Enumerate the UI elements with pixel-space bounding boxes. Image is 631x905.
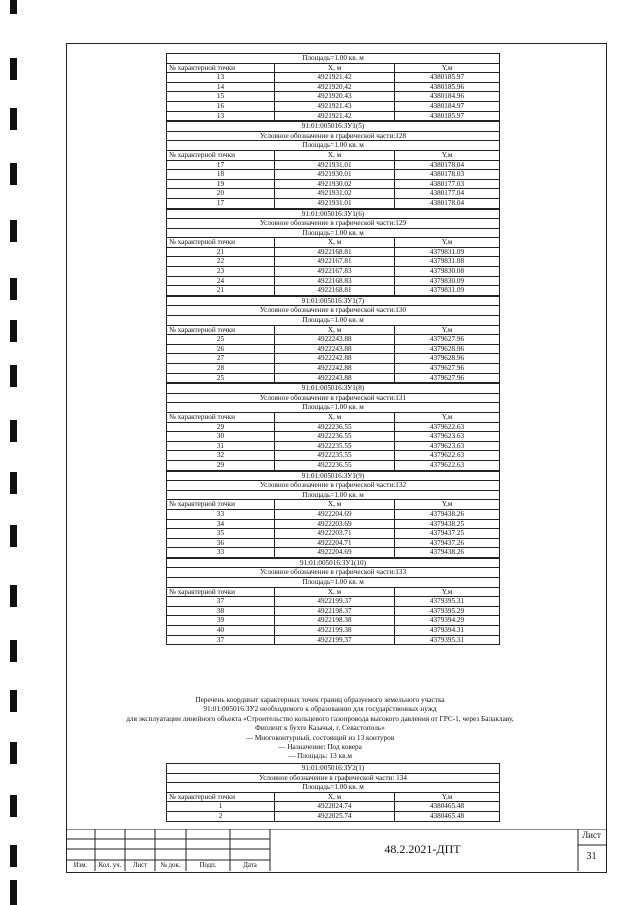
coords-table-section [166,296,500,383]
description-line: — Многоконтурный, состоящий из 13 контуров [245,732,395,742]
section-area: Площадь=1.00 кв. м [167,403,500,413]
y-coordinate-cell: 4379622.63 [395,451,500,461]
table-row [167,616,500,626]
x-coordinate-cell: 4922199.38 [275,626,395,636]
table-row [167,335,500,345]
x-coordinate-cell: 4922236.55 [275,460,395,470]
y-coordinate-cell: 4379831.09 [395,247,500,257]
coords-table-zu1-4 [166,53,500,121]
header-point: № характерной точки [167,150,275,160]
table-row [167,529,500,539]
x-coordinate-cell: 4922236.55 [275,422,395,432]
table-row [167,257,500,267]
point-number-cell: 34 [167,519,275,529]
y-coordinate-cell: 4379394.31 [395,626,500,636]
description-block [110,695,530,761]
section-area: Площадь=1.00 кв. м [167,783,500,793]
x-coordinate-cell: 4922199.37 [275,635,395,645]
y-coordinate-cell: 4380185.97 [395,73,500,83]
table-row [167,635,500,645]
section-designation: Условное обозначение в графической части: 134 [167,773,500,783]
table-row [167,802,500,812]
stamp-label-podp: Подп. [199,862,217,869]
point-number-cell: 18 [167,170,275,180]
section-designation: Условное обозначение в графической части:133 [167,568,500,578]
section-area: Площадь=1.00 кв. м [167,141,500,151]
y-coordinate-cell: 4380465.48 [395,811,500,821]
section-code: 91:01:005016:ЗУ1(8) [167,384,500,394]
x-coordinate-cell: 4921930.01 [275,170,395,180]
point-number-cell: 14 [167,82,275,92]
x-coordinate-cell: 4922168.83 [275,276,395,286]
description-line: Фиолент к бухте Казачья, г. Севастополь» [255,723,385,733]
x-coordinate-cell: 4922204.69 [275,509,395,519]
section-designation: Условное обозначение в графической части:129 [167,219,500,229]
section-code: 91:01:005016:ЗУ2(1) [167,764,500,774]
header-x: X, м [275,63,395,73]
section-code: 91:01:005016:ЗУ1(5) [167,122,500,132]
coords-table-section [166,121,500,208]
x-coordinate-cell: 4922235.55 [275,441,395,451]
table-row [167,432,500,442]
stamp-label-izm: Изм. [73,862,88,869]
section-area: Площадь=1.00 кв. м [167,490,500,500]
table-row [167,82,500,92]
description-line: для эксплуатации линейного объекта «Строительство кольцевого газопровода высокого давления от ГРС-1, через Балаклаву, [126,713,514,723]
description-line: 91:01:005016:ЗУ2 необходимого к образованию для государственных нужд [203,704,437,714]
x-coordinate-cell: 4922243.88 [275,335,395,345]
y-coordinate-cell: 4380177.03 [395,179,500,189]
point-number-cell: 35 [167,529,275,539]
y-coordinate-cell: 4379628.96 [395,344,500,354]
x-coordinate-cell: 4921931.02 [275,189,395,199]
x-coordinate-cell: 4922204.71 [275,538,395,548]
header-x: X, м [275,587,395,597]
y-coordinate-cell: 4379437.26 [395,538,500,548]
y-coordinate-cell: 4379830.08 [395,267,500,277]
point-number-cell: 37 [167,635,275,645]
header-y: Y,м [395,63,500,73]
point-number-cell: 26 [167,344,275,354]
section-designation: Условное обозначение в графической части:132 [167,481,500,491]
table-row [167,354,500,364]
point-number-cell: 39 [167,616,275,626]
table-body [167,802,500,821]
point-number-cell: 37 [167,597,275,607]
header-point: № характерной точки [167,325,275,335]
table-row [167,548,500,558]
x-coordinate-cell: 4922167.83 [275,267,395,277]
point-number-cell: 29 [167,460,275,470]
section-designation: Условное обозначение в графической части:128 [167,131,500,141]
table-row [167,111,500,121]
x-coordinate-cell: 4922243.88 [275,344,395,354]
x-coordinate-cell: 4922242.88 [275,364,395,374]
point-number-cell: 30 [167,432,275,442]
header-point: № характерной точки [167,63,275,73]
section-code: 91:01:005016:ЗУ1(9) [167,471,500,481]
point-number-cell: 20 [167,189,275,199]
y-coordinate-cell: 4380178.03 [395,170,500,180]
x-coordinate-cell: 4922243.88 [275,373,395,383]
y-coordinate-cell: 4379395.31 [395,635,500,645]
area-label: Площадь=1.00 кв. м [167,54,500,64]
x-coordinate-cell: 4921920.42 [275,82,395,92]
table-row [167,373,500,383]
stamp-label-list: Лист [132,862,148,869]
table-row [167,267,500,277]
header-y: Y,м [395,238,500,248]
header-y: Y,м [395,150,500,160]
y-coordinate-cell: 4379627.96 [395,373,500,383]
header-y: Y,м [395,412,500,422]
table-row [167,101,500,111]
table-row [167,198,500,208]
y-coordinate-cell: 4379395.31 [395,597,500,607]
header-y: Y,м [395,500,500,510]
x-coordinate-cell: 4922203.69 [275,519,395,529]
point-number-cell: 17 [167,198,275,208]
description-line: — Площадь: 13 кв.м [288,751,352,761]
point-number-cell: 13 [167,73,275,83]
point-number-cell: 29 [167,422,275,432]
x-coordinate-cell: 4922242.88 [275,354,395,364]
table-row [167,170,500,180]
y-coordinate-cell: 4379394.29 [395,616,500,626]
section-designation: Условное обозначение в графической части:131 [167,393,500,403]
header-x: X, м [275,412,395,422]
header-x: X, м [275,150,395,160]
table-body [167,73,500,121]
y-coordinate-cell: 4379438.26 [395,548,500,558]
table-row [167,189,500,199]
y-coordinate-cell: 4379438.25 [395,519,500,529]
table-row [167,538,500,548]
x-coordinate-cell: 4922168.81 [275,247,395,257]
x-coordinate-cell: 4922198.37 [275,606,395,616]
y-coordinate-cell: 4379623.63 [395,432,500,442]
point-number-cell: 15 [167,92,275,102]
point-number-cell: 33 [167,548,275,558]
y-coordinate-cell: 4379622.63 [395,422,500,432]
header-point: № характерной точки [167,587,275,597]
y-coordinate-cell: 4379622.63 [395,460,500,470]
y-coordinate-cell: 4379627.96 [395,335,500,345]
point-number-cell: 23 [167,267,275,277]
table-row [167,92,500,102]
point-number-cell: 1 [167,802,275,812]
point-number-cell: 2 [167,811,275,821]
table-row [167,364,500,374]
stamp-label-data: Дата [243,862,257,869]
table-row [167,73,500,83]
x-coordinate-cell: 4922024.74 [275,802,395,812]
point-number-cell: 19 [167,179,275,189]
description-line: — Назначение: Под ковера [278,742,362,752]
y-coordinate-cell: 4379831.08 [395,257,500,267]
stamp-label-doc: № док. [160,862,181,869]
point-number-cell: 28 [167,364,275,374]
x-coordinate-cell: 4921920.43 [275,92,395,102]
x-coordinate-cell: 4922199.37 [275,597,395,607]
x-coordinate-cell: 4922236.55 [275,432,395,442]
y-coordinate-cell: 4379830.09 [395,276,500,286]
header-point: № характерной точки [167,792,275,802]
sheet-label: Лист [582,830,601,840]
x-coordinate-cell: 4921931.01 [275,198,395,208]
section-area: Площадь=1.00 кв. м [167,316,500,326]
coordinates-content [166,53,500,645]
x-coordinate-cell: 4922168.81 [275,286,395,296]
table-row [167,460,500,470]
header-y: Y,м [395,587,500,597]
point-number-cell: 40 [167,626,275,636]
point-number-cell: 21 [167,247,275,257]
table-row [167,811,500,821]
y-coordinate-cell: 4379628.96 [395,354,500,364]
x-coordinate-cell: 4921931.01 [275,160,395,170]
x-coordinate-cell: 4921930.02 [275,179,395,189]
section-code: 91:01:005016:ЗУ1(6) [167,209,500,219]
y-coordinate-cell: 4379627.96 [395,364,500,374]
table-row [167,276,500,286]
section-code: 91:01:005016:ЗУ1(7) [167,296,500,306]
stamp-label-kol: Кол. уч. [98,862,122,869]
point-number-cell: 25 [167,373,275,383]
y-coordinate-cell: 4379831.09 [395,286,500,296]
table-row [167,441,500,451]
table-row [167,606,500,616]
point-number-cell: 25 [167,335,275,345]
point-number-cell: 21 [167,286,275,296]
section-designation: Условное обозначение в графической части:130 [167,306,500,316]
y-coordinate-cell: 4380177.04 [395,189,500,199]
x-coordinate-cell: 4922204.69 [275,548,395,558]
table-row [167,451,500,461]
x-coordinate-cell: 4922203.71 [275,529,395,539]
header-x: X, м [275,238,395,248]
y-coordinate-cell: 4380184.97 [395,101,500,111]
y-coordinate-cell: 4380185.97 [395,111,500,121]
header-point: № характерной точки [167,238,275,248]
table-row [167,160,500,170]
table-row [167,422,500,432]
y-coordinate-cell: 4380178.04 [395,198,500,208]
y-coordinate-cell: 4380178.04 [395,160,500,170]
y-coordinate-cell: 4379438.26 [395,509,500,519]
section-area: Площадь=1.00 кв. м [167,578,500,588]
table-row [167,519,500,529]
header-point: № характерной точки [167,412,275,422]
point-number-cell: 16 [167,101,275,111]
y-coordinate-cell: 4380185.96 [395,82,500,92]
y-coordinate-cell: 4379395.29 [395,606,500,616]
point-number-cell: 13 [167,111,275,121]
zu2-table-wrap [166,763,500,822]
sheet-number: 31 [586,851,597,862]
point-number-cell: 31 [167,441,275,451]
section-area: Площадь=1.00 кв. м [167,228,500,238]
header-x: X, м [275,792,395,802]
header-x: X, м [275,325,395,335]
sections-list [166,121,500,645]
coords-table-zu2 [166,763,500,822]
table-row [167,247,500,257]
document-code: 48.2.2021-ДПТ [384,842,461,856]
y-coordinate-cell: 4380465.48 [395,802,500,812]
x-coordinate-cell: 4922198.38 [275,616,395,626]
point-number-cell: 36 [167,538,275,548]
table-row [167,626,500,636]
point-number-cell: 33 [167,509,275,519]
table-row [167,344,500,354]
description-line: Перечень координат характерных точек границ образуемого земельного участка [195,695,445,704]
coords-table-section [166,558,500,645]
point-number-cell: 27 [167,354,275,364]
x-coordinate-cell: 4921921.42 [275,111,395,121]
header-x: X, м [275,500,395,510]
point-number-cell: 17 [167,160,275,170]
x-coordinate-cell: 4921921.42 [275,73,395,83]
coords-table-section [166,209,500,296]
point-number-cell: 38 [167,606,275,616]
coords-table-section [166,471,500,558]
header-y: Y,м [395,792,500,802]
y-coordinate-cell: 4379623.63 [395,441,500,451]
x-coordinate-cell: 4922167.81 [275,257,395,267]
coords-table-section [166,383,500,470]
table-row [167,179,500,189]
x-coordinate-cell: 4922235.55 [275,451,395,461]
table-row [167,597,500,607]
y-coordinate-cell: 4380184.96 [395,92,500,102]
x-coordinate-cell: 4921921.43 [275,101,395,111]
x-coordinate-cell: 4922025.74 [275,811,395,821]
table-row [167,509,500,519]
table-row [167,286,500,296]
point-number-cell: 22 [167,257,275,267]
section-code: 91:01:005016:ЗУ1(10) [167,558,500,568]
y-coordinate-cell: 4379437.25 [395,529,500,539]
header-point: № характерной точки [167,500,275,510]
header-y: Y,м [395,325,500,335]
point-number-cell: 32 [167,451,275,461]
point-number-cell: 24 [167,276,275,286]
